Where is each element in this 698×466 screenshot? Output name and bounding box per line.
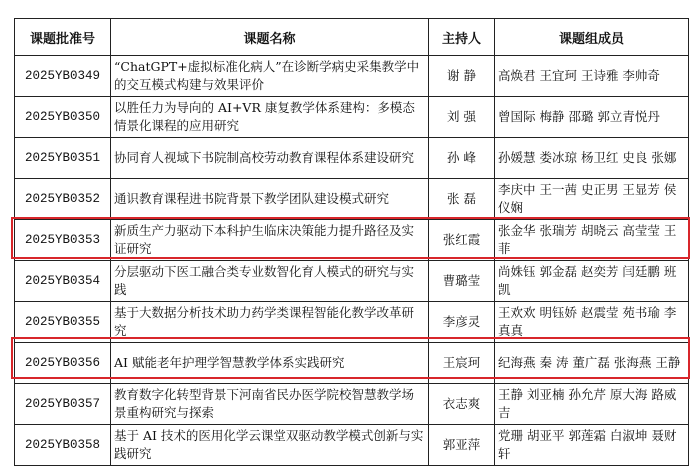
project-table xyxy=(14,18,689,466)
cell-members: 高焕君 王宜珂 王诗雅 李帅奇 xyxy=(495,56,689,97)
header-title: 课题名称 xyxy=(111,19,429,56)
cell-title: AI 赋能老年护理学智慧教学体系实践研究 xyxy=(111,343,429,384)
cell-members: 李庆中 王一茜 史正男 王显芳 侯仪娴 xyxy=(495,179,689,220)
cell-code: 2025YB0353 xyxy=(15,220,111,261)
cell-title: 基于 AI 技术的医用化学云课堂双驱动教学模式创新与实践研究 xyxy=(111,425,429,466)
cell-members: 孙媛慧 娄冰琼 杨卫红 史良 张娜 xyxy=(495,138,689,179)
cell-members: 王静 刘亚楠 孙允芹 原大海 路威吉 xyxy=(495,384,689,425)
cell-members: 纪海燕 秦 涛 董广磊 张海燕 王静 xyxy=(495,343,689,384)
table-row xyxy=(15,138,689,179)
cell-host: 曹璐莹 xyxy=(429,261,495,302)
cell-code: 2025YB0350 xyxy=(15,97,111,138)
cell-host: 谢 静 xyxy=(429,56,495,97)
cell-code: 2025YB0356 xyxy=(15,343,111,384)
cell-code: 2025YB0358 xyxy=(15,425,111,466)
cell-host: 郭亚萍 xyxy=(429,425,495,466)
cell-title: 教育数字化转型背景下河南省民办医学院校智慧教学场景重构研究与探索 xyxy=(111,384,429,425)
cell-title: 基于大数据分析技术助力药学类课程智能化教学改革研究 xyxy=(111,302,429,343)
table-row xyxy=(15,97,689,138)
cell-host: 李彦灵 xyxy=(429,302,495,343)
cell-members: 张金华 张瑞芳 胡晓云 高莹莹 王菲 xyxy=(495,220,689,261)
cell-members: 尚姝钰 郭金磊 赵奕芳 闫廷鹏 班凯 xyxy=(495,261,689,302)
cell-code: 2025YB0352 xyxy=(15,179,111,220)
cell-title: 新质生产力驱动下本科护生临床决策能力提升路径及实证研究 xyxy=(111,220,429,261)
table-row xyxy=(15,302,689,343)
table-row xyxy=(15,179,689,220)
cell-host: 衣志爽 xyxy=(429,384,495,425)
cell-host: 张 磊 xyxy=(429,179,495,220)
table-row xyxy=(15,56,689,97)
cell-code: 2025YB0355 xyxy=(15,302,111,343)
cell-title: 以胜任力为导向的 AI+VR 康复教学体系建构：多模态情景化课程的应用研究 xyxy=(111,97,429,138)
cell-host: 王宸珂 xyxy=(429,343,495,384)
cell-members: 党珊 胡亚平 郭莲霜 白淑坤 聂财轩 xyxy=(495,425,689,466)
cell-title: 分层驱动下医工融合类专业数智化育人模式的研究与实践 xyxy=(111,261,429,302)
table-row xyxy=(15,384,689,425)
cell-title: 协同育人视域下书院制高校劳动教育课程体系建设研究 xyxy=(111,138,429,179)
cell-members: 王欢欢 明钰娇 赵震莹 苑书瑜 李真真 xyxy=(495,302,689,343)
header-members: 课题组成员 xyxy=(495,19,689,56)
cell-host: 刘 强 xyxy=(429,97,495,138)
table-row-highlighted xyxy=(15,220,689,261)
cell-code: 2025YB0354 xyxy=(15,261,111,302)
cell-code: 2025YB0351 xyxy=(15,138,111,179)
cell-host: 孙 峰 xyxy=(429,138,495,179)
cell-title: 通识教育课程进书院背景下教学团队建设模式研究 xyxy=(111,179,429,220)
table-row-highlighted xyxy=(15,343,689,384)
cell-members: 曾国际 梅静 邵璐 郭立青悦丹 xyxy=(495,97,689,138)
cell-code: 2025YB0357 xyxy=(15,384,111,425)
header-code: 课题批准号 xyxy=(15,19,111,56)
table-row xyxy=(15,261,689,302)
cell-title: “ChatGPT+虚拟标准化病人”在诊断学病史采集教学中的交互模式构建与效果评价 xyxy=(111,56,429,97)
table-header-row xyxy=(15,19,689,56)
cell-code: 2025YB0349 xyxy=(15,56,111,97)
cell-host: 张红霞 xyxy=(429,220,495,261)
header-host: 主持人 xyxy=(429,19,495,56)
table-row xyxy=(15,425,689,466)
